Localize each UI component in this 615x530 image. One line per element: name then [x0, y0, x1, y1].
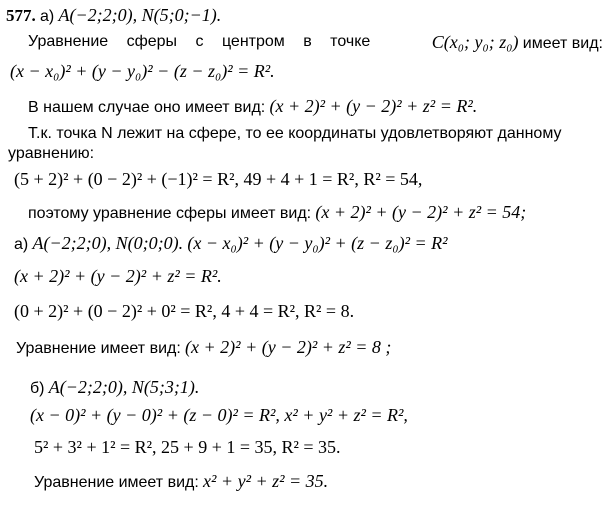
problem-number: 577. — [6, 6, 36, 25]
part-a2-eq2: (0 + 2)² + (0 − 2)² + 0² = R², 4 + 4 = R², R² = 8. — [14, 301, 355, 321]
part-b-eq1: (x − 0)² + (y − 0)² + (z − 0)² = R², x² + y² + z² = R², — [30, 405, 408, 425]
part-a2-line — [14, 232, 448, 256]
therefore-text: поэтому уравнение сферы имеет вид: — [28, 205, 312, 222]
part-b-label: б) — [30, 380, 45, 397]
point-on-sphere-text: Т.к. точка N лежит на сфере, то ее координаты удовлетворяют данному — [28, 125, 562, 142]
general-equation: (x − x₀)² + (y − y₀)² − (z − z₀)² = R². — [10, 61, 275, 81]
part-b-answer-eq: x² + y² + z² = 35. — [203, 471, 329, 491]
part-a2-answer-line — [16, 336, 391, 360]
part-b-eq2: 5² + 3² + 1² = R², 25 + 9 + 1 = 35, R² = 35. — [34, 437, 341, 457]
sphere-intro-text: Уравнение сферы с центром в точке — [28, 33, 371, 50]
sphere-intro-line — [28, 31, 603, 55]
part-a2-points: A(−2;2;0), N(0;0;0). — [32, 233, 184, 253]
substitution-line — [14, 168, 422, 191]
part-a2-answer-eq: (x + 2)² + (y − 2)² + z² = 8 ; — [185, 337, 392, 357]
part-b-answer-line — [34, 470, 328, 494]
part-a2-answer-text: Уравнение имеет вид: — [16, 340, 181, 357]
part-a2-eq2-line — [14, 300, 354, 323]
general-equation-line — [10, 60, 275, 83]
problem-header — [6, 4, 221, 28]
part-a2-eq1-line — [14, 265, 222, 288]
point-on-sphere-line-2 — [8, 142, 94, 165]
part-b-line — [30, 376, 199, 400]
therefore-equation: (x + 2)² + (y − 2)² + z² = 54; — [315, 202, 527, 222]
our-case-line — [28, 95, 477, 119]
our-case-text: В нашем случае оно имеет вид: — [28, 99, 266, 116]
part-b-points: A(−2;2;0), N(5;3;1). — [48, 377, 200, 397]
given-points: A(−2;2;0), N(5;0;−1). — [58, 5, 222, 25]
part-b-eq1-line — [30, 404, 408, 427]
therefore-line — [28, 201, 526, 225]
part-a2-eq1: (x + 2)² + (y − 2)² + z² = R². — [14, 266, 222, 286]
part-b-eq2-line — [34, 436, 341, 459]
part-a2-general: (x − x₀)² + (y − y₀)² + (z − z₀)² = R² — [187, 233, 448, 253]
substitution-equation: (5 + 2)² + (0 − 2)² + (−1)² = R², 49 + 4 + 1 = R², R² = 54, — [14, 169, 423, 189]
point-on-sphere-text-2: уравнению: — [8, 145, 95, 162]
point-on-sphere-line — [28, 122, 562, 145]
our-case-equation: (x + 2)² + (y − 2)² + z² = R². — [269, 96, 478, 116]
part-a2-label: а) — [14, 236, 29, 253]
part-b-answer-text: Уравнение имеет вид: — [34, 474, 199, 491]
part-a-label: а) — [40, 8, 55, 25]
center-point: C(x₀; y₀; z₀) — [431, 32, 519, 52]
sphere-intro-end: имеет вид: — [522, 35, 603, 52]
